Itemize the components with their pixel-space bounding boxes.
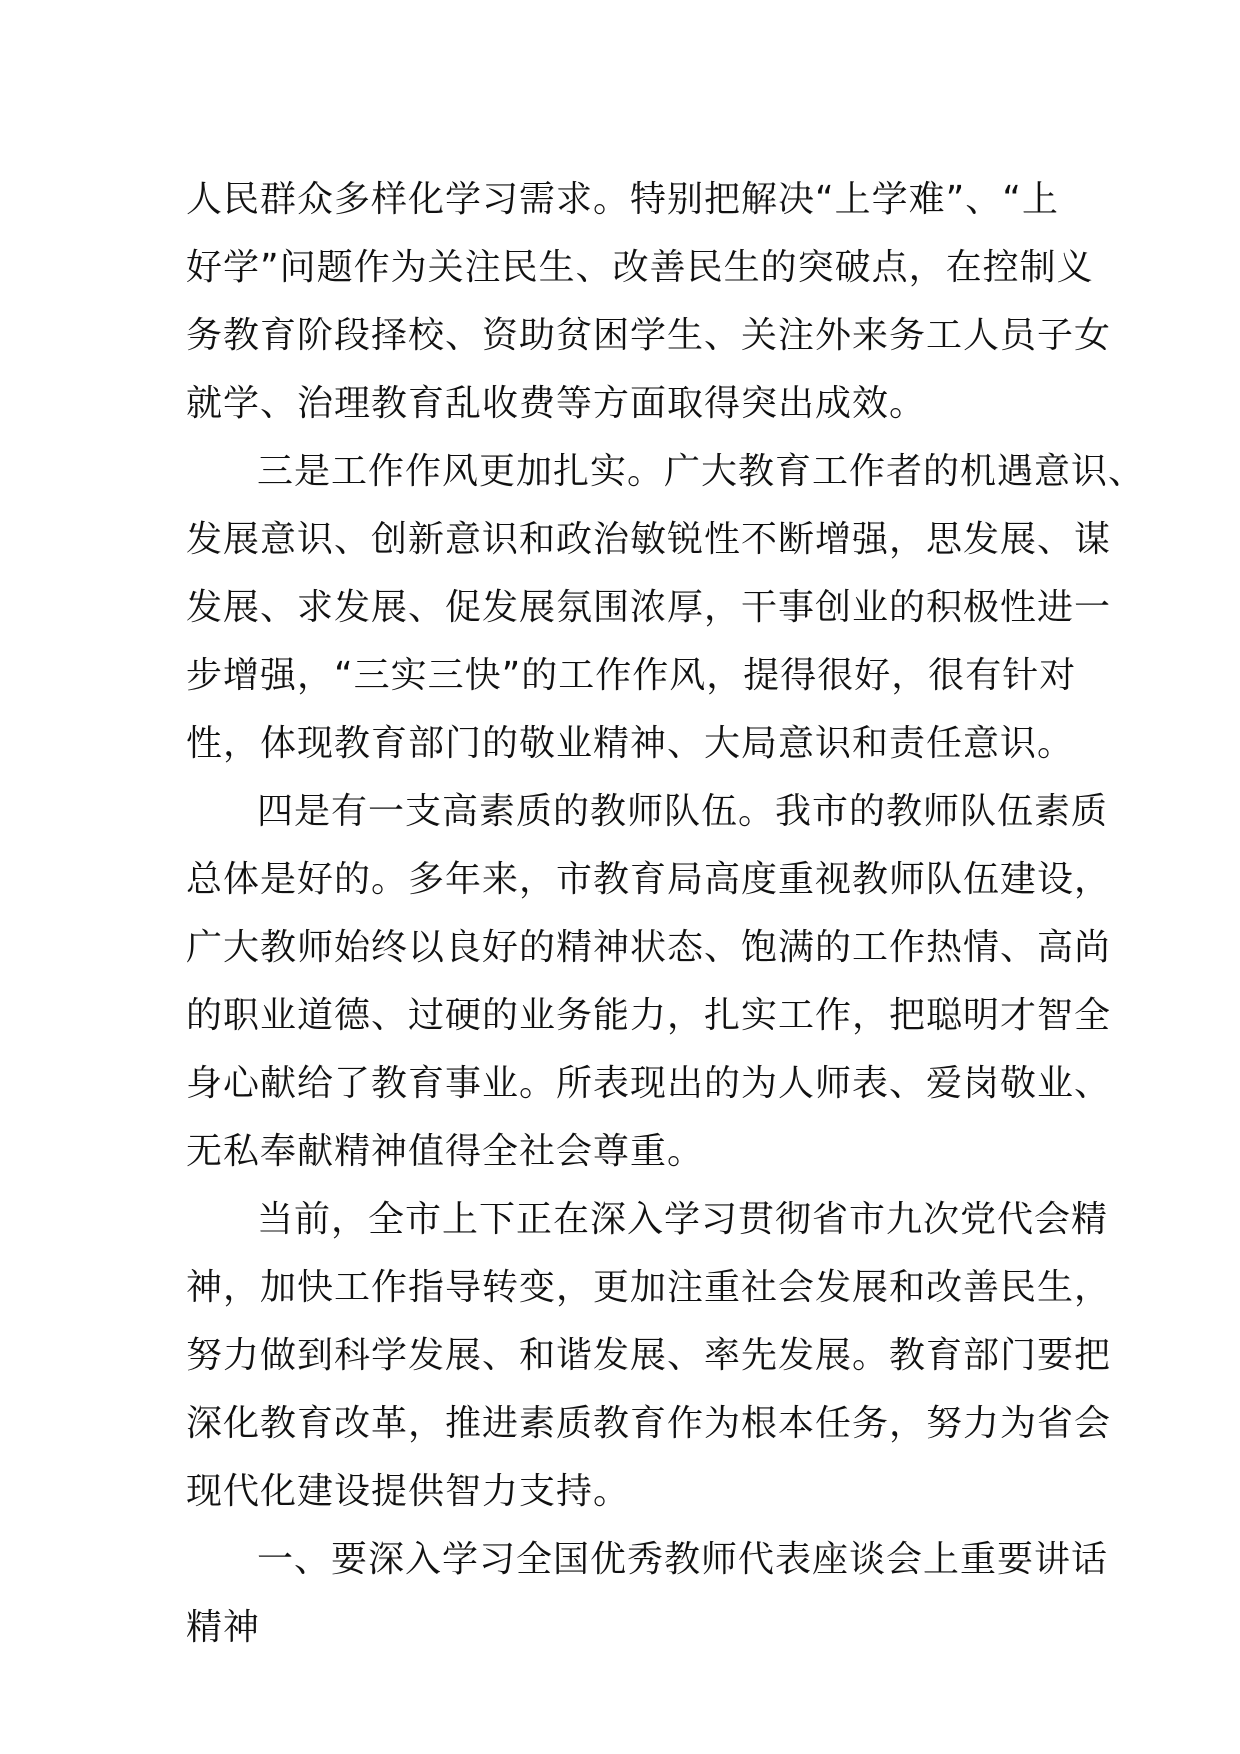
text-line: 总体是好的。多年来，市教育局高度重视教师队伍建设， <box>186 859 1112 900</box>
text-line: 的职业道德、过硬的业务能力，扎实工作，把聪明才智全 <box>186 995 1112 1036</box>
text-line: 神，加快工作指导转变，更加注重社会发展和改善民生， <box>186 1267 1112 1308</box>
text-line: 身心献给了教育事业。所表现出的为人师表、爱岗敬业、 <box>186 1063 1112 1104</box>
text-line: 务教育阶段择校、资助贫困学生、关注外来务工人员子女 <box>186 315 1112 356</box>
section-heading-line: 精神 <box>186 1607 261 1648</box>
text-line: 发展、求发展、促发展氛围浓厚，干事创业的积极性进一 <box>186 587 1112 628</box>
text-line: 步增强，“三实三快”的工作作风，提得很好，很有针对 <box>186 655 1077 696</box>
text-line: 广大教师始终以良好的精神状态、饱满的工作热情、高尚 <box>186 927 1112 968</box>
text-line: 就学、治理教育乱收费等方面取得突出成效。 <box>186 383 927 424</box>
text-line: 深化教育改革，推进素质教育作为根本任务，努力为省会 <box>186 1403 1112 1444</box>
text-line: 发展意识、创新意识和政治敏锐性不断增强，思发展、谋 <box>186 519 1112 560</box>
text-line: 现代化建设提供智力支持。 <box>186 1471 631 1512</box>
text-line: 好学”问题作为关注民生、改善民生的突破点，在控制义 <box>186 247 1094 288</box>
text-line: 努力做到科学发展、和谐发展、率先发展。教育部门要把 <box>186 1335 1112 1376</box>
text-line: 性，体现教育部门的敬业精神、大局意识和责任意识。 <box>186 723 1075 764</box>
section-heading-line: 一、要深入学习全国优秀教师代表座谈会上重要讲话 <box>257 1539 1109 1580</box>
paragraph-start-line: 三是工作作风更加扎实。广大教育工作者的机遇意识、 <box>257 451 1146 492</box>
body-text <box>186 166 1146 1662</box>
text-line: 人民群众多样化学习需求。特别把解决“上学难”、“上 <box>186 179 1059 220</box>
paragraph-start-line: 四是有一支高素质的教师队伍。我市的教师队伍素质 <box>257 791 1109 832</box>
text-line: 无私奉献精神值得全社会尊重。 <box>186 1131 705 1172</box>
paragraph-start-line: 当前，全市上下正在深入学习贯彻省市九次党代会精 <box>257 1199 1109 1240</box>
